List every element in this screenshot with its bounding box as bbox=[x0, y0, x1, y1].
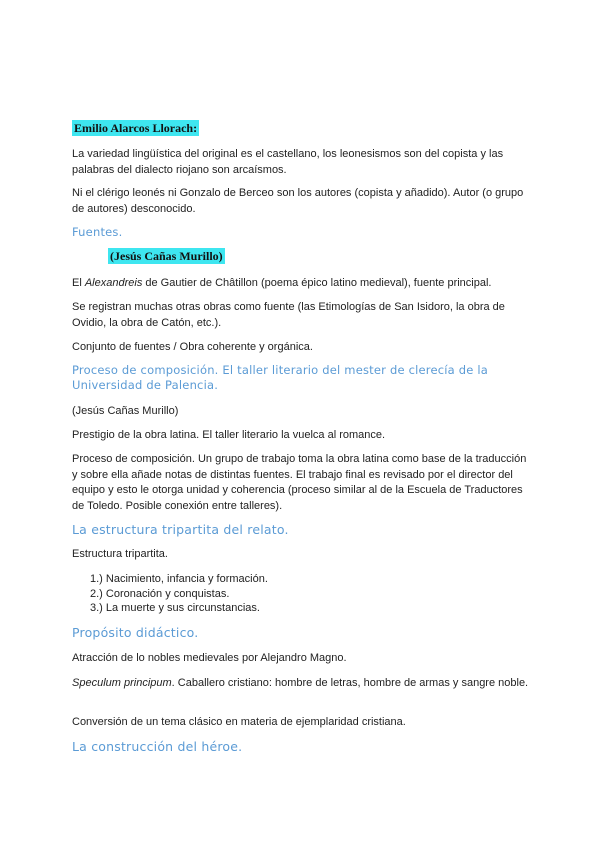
paragraph-1: La variedad lingüística del original es el castellano, los leonesismos son del copista y las palabras del dialecto riojano son arcaísmos. bbox=[72, 148, 504, 176]
paragraph-11 bbox=[72, 676, 532, 692]
highlighted-author: Emilio Alarcos Llorach: bbox=[74, 121, 198, 135]
paragraph-10: Atracción de lo nobles medievales por Alejandro Magno. bbox=[72, 652, 347, 664]
paragraph-3 bbox=[72, 276, 532, 292]
author-heading bbox=[72, 121, 532, 138]
list-item: 3.) La muerte y sus circunstancias. bbox=[90, 602, 260, 614]
heading-fuentes: Fuentes. bbox=[72, 225, 123, 239]
heading-proceso: Proceso de composición. El taller literario del mester de clerecía de la Universidad de Palencia. bbox=[72, 363, 489, 392]
p11-post: . Caballero cristiano: hombre de letras, hombre de armas y sangre noble. bbox=[171, 677, 529, 689]
paragraph-6: (Jesús Cañas Murillo) bbox=[72, 405, 179, 417]
p3-post: de Gautier de Châtillon (poema épico latino medieval), fuente principal. bbox=[142, 277, 492, 289]
paragraph-12: Conversión de un tema clásico en materia de ejemplaridad cristiana. bbox=[72, 716, 406, 728]
author-citation bbox=[108, 249, 568, 266]
paragraph-7: Prestigio de la obra latina. El taller literario la vuelca al romance. bbox=[72, 429, 386, 441]
paragraph-5: Conjunto de fuentes / Obra coherente y orgánica. bbox=[72, 341, 313, 353]
paragraph-2: Ni el clérigo leonés ni Gonzalo de Berceo son los autores (copista y añadido). Autor (o grupo de autores) desconocido. bbox=[72, 187, 524, 215]
heading-proposito: Propósito didáctico. bbox=[72, 625, 199, 640]
paragraph-8: Proceso de composición. Un grupo de trabajo toma la obra latina como base de la traducción y sobre ella añade notas de distintas fuentes. El trabajo final es revisado por el director del equipo y esto le otorga unidad y coherencia (proceso similar al de la Escuela de Traductores de Toledo. Posible conexión entre talleres). bbox=[72, 453, 527, 512]
list-item: 1.) Nacimiento, infancia y formación. bbox=[90, 573, 268, 585]
p11-title: Speculum principum bbox=[72, 677, 172, 689]
highlighted-author-2: (Jesús Cañas Murillo) bbox=[110, 249, 223, 263]
numbered-list bbox=[90, 572, 520, 616]
list-item: 2.) Coronación y conquistas. bbox=[90, 587, 230, 600]
heading-heroe: La construcción del héroe. bbox=[72, 739, 243, 754]
paragraph-4: Se registran muchas otras obras como fuente (las Etimologías de San Isidoro, la obra de Ovidio, la obra de Catón, etc.). bbox=[72, 301, 505, 329]
heading-estructura: La estructura tripartita del relato. bbox=[72, 522, 289, 537]
paragraph-9: Estructura tripartita. bbox=[72, 548, 168, 560]
p3-title: Alexandreis bbox=[84, 277, 143, 289]
p3-pre: El bbox=[72, 277, 85, 289]
